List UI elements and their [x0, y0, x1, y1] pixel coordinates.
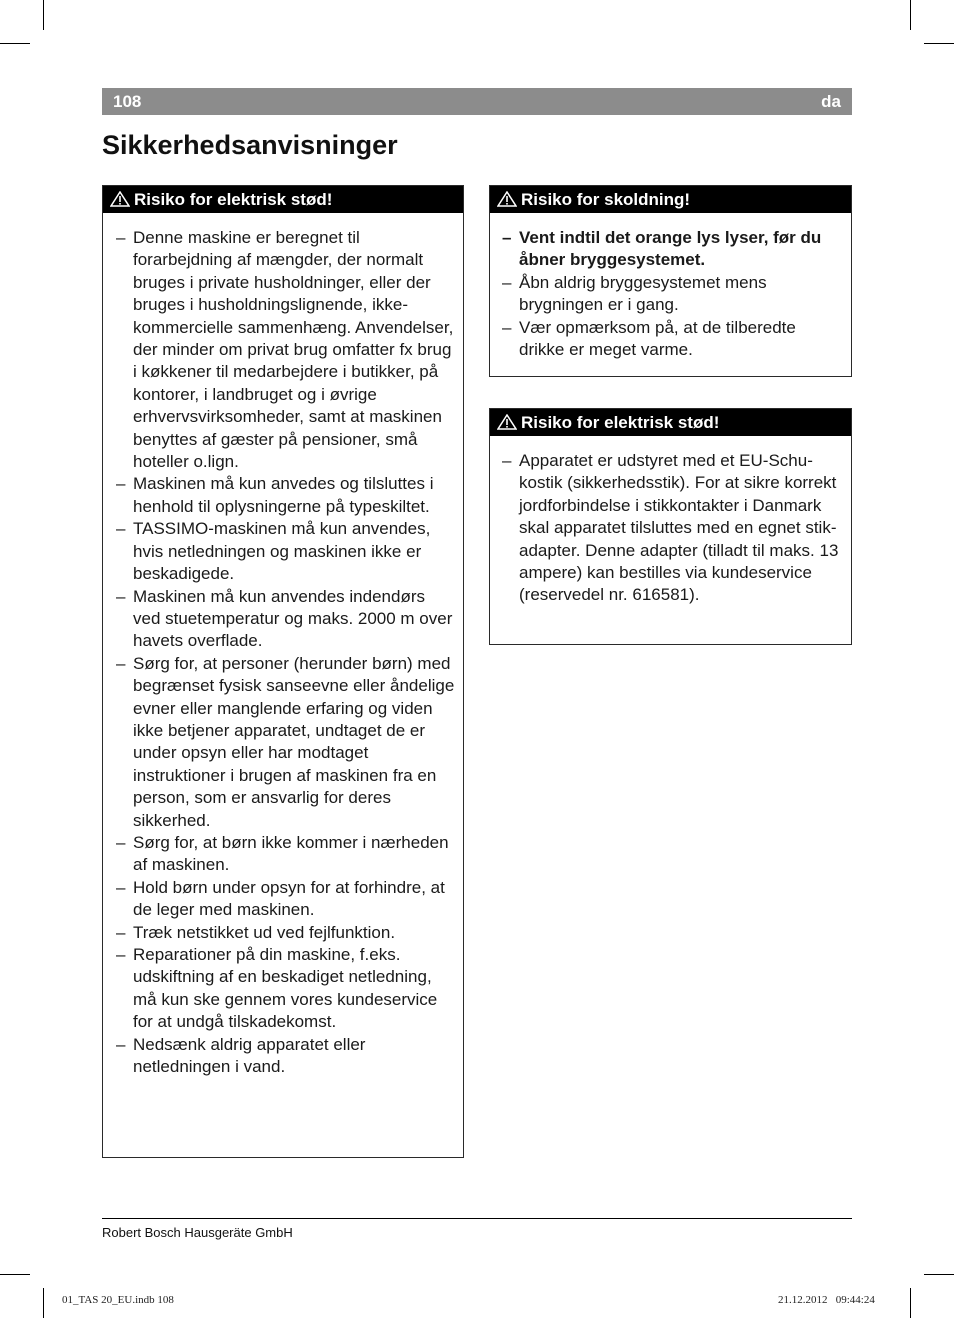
print-date-slug: 21.12.2012 09:44:24 — [778, 1294, 875, 1306]
page-title: Sikkerhedsanvisninger — [102, 130, 398, 160]
warning-box-heading — [103, 186, 463, 213]
safety-list — [490, 213, 851, 361]
list-item: – Apparatet er udstyret med et EU-Schukostik (sikkerhedsstik). For at sikre korrekt jordforbindelse i stikkontakter i Danmark skal apparatet tilsluttes med en egnet stik-adapter. Denne adapter (tilladt til maks. 13 ampere) kan bestilles via kundeservice (reservedel nr. 616581). — [502, 450, 845, 607]
footer-divider — [102, 1218, 852, 1219]
list-item: – Vær opmærksom på, at de tilberedte drikke er meget varme. — [502, 317, 845, 362]
warning-box-heading-text: Risiko for elektrisk stød! — [134, 190, 333, 209]
page-number: 108 — [113, 92, 142, 111]
crop-mark — [910, 1288, 911, 1318]
warning-box-scalding — [489, 185, 852, 377]
list-item: – Sørg for, at personer (herunder børn) med begrænset fysisk sanseevne eller åndelige evner eller manglende erfaring og viden ikke betjener apparatet, undtaget de er under opsyn eller har modtaget instruktioner i brugen af maskinen fra en person, som er ansvarlig for deres sikkerhed. — [116, 653, 457, 832]
list-item: – Træk netstikket ud ved fejlfunktion. — [116, 922, 457, 944]
list-item: – Reparationer på din maskine, f.eks. udskiftning af en beskadiget netledning, må kun ske gennem vores kundeservice for at undgå tilskadekomst. — [116, 944, 457, 1034]
list-item: – Maskinen må kun anvedes og tilsluttes i henhold til oplysningerne på typeskiltet. — [116, 473, 457, 518]
company-name: Robert Bosch Hausgeräte GmbH — [102, 1225, 293, 1240]
crop-mark — [910, 0, 911, 30]
crop-mark — [0, 43, 30, 44]
warning-box-heading-text: Risiko for elektrisk stød! — [521, 413, 720, 432]
list-item: – Vent indtil det orange lys lyser, før du åbner bryggesystemet. — [502, 227, 845, 272]
list-item: – Nedsænk aldrig apparatet eller netledningen i vand. — [116, 1034, 457, 1079]
crop-mark — [0, 1274, 30, 1275]
warning-triangle-icon — [110, 191, 130, 207]
warning-box-heading — [490, 409, 851, 436]
list-item: – TASSIMO-maskinen må kun anvendes, hvis netledningen og maskinen ikke er beskadigede. — [116, 518, 457, 585]
warning-box-heading — [490, 186, 851, 213]
print-file-slug: 01_TAS 20_EU.indb 108 — [62, 1294, 174, 1306]
crop-mark — [924, 1274, 954, 1275]
list-item: – Hold børn under opsyn for at forhindre, at de leger med maskinen. — [116, 877, 457, 922]
crop-mark — [43, 0, 44, 30]
warning-box-heading-text: Risiko for skoldning! — [521, 190, 691, 209]
warning-box-electric-shock — [102, 185, 464, 1158]
warning-triangle-icon — [497, 414, 517, 430]
crop-mark — [924, 43, 954, 44]
crop-mark — [43, 1288, 44, 1318]
page-header-bar — [102, 88, 852, 115]
warning-box-electric-shock-plug — [489, 408, 852, 645]
language-code: da — [821, 92, 841, 111]
list-item: – Åbn aldrig bryggesystemet mens brygningen er i gang. — [502, 272, 845, 317]
safety-list — [103, 213, 463, 1078]
list-item: – Maskinen må kun anvendes indendørs ved stuetemperatur og maks. 2000 m over havets overflade. — [116, 586, 457, 653]
safety-list — [490, 436, 851, 607]
list-item: – Sørg for, at børn ikke kommer i nærheden af maskinen. — [116, 832, 457, 877]
warning-triangle-icon — [497, 191, 517, 207]
list-item: – Denne maskine er beregnet til forarbejdning af mængder, der normalt bruges i private husholdninger, eller der bruges i husholdningslignende, ikke-kommercielle sammenhæng. Anvendelser, der minder om privat brug omfatter fx brug i køkkener til medarbejdere i butikker, på kontorer, i landbruget og i øvrige erhvervsvirksomheder, samt at maskinen benyttes af gæster på pensioner, små hoteller o.lign. — [116, 227, 457, 473]
